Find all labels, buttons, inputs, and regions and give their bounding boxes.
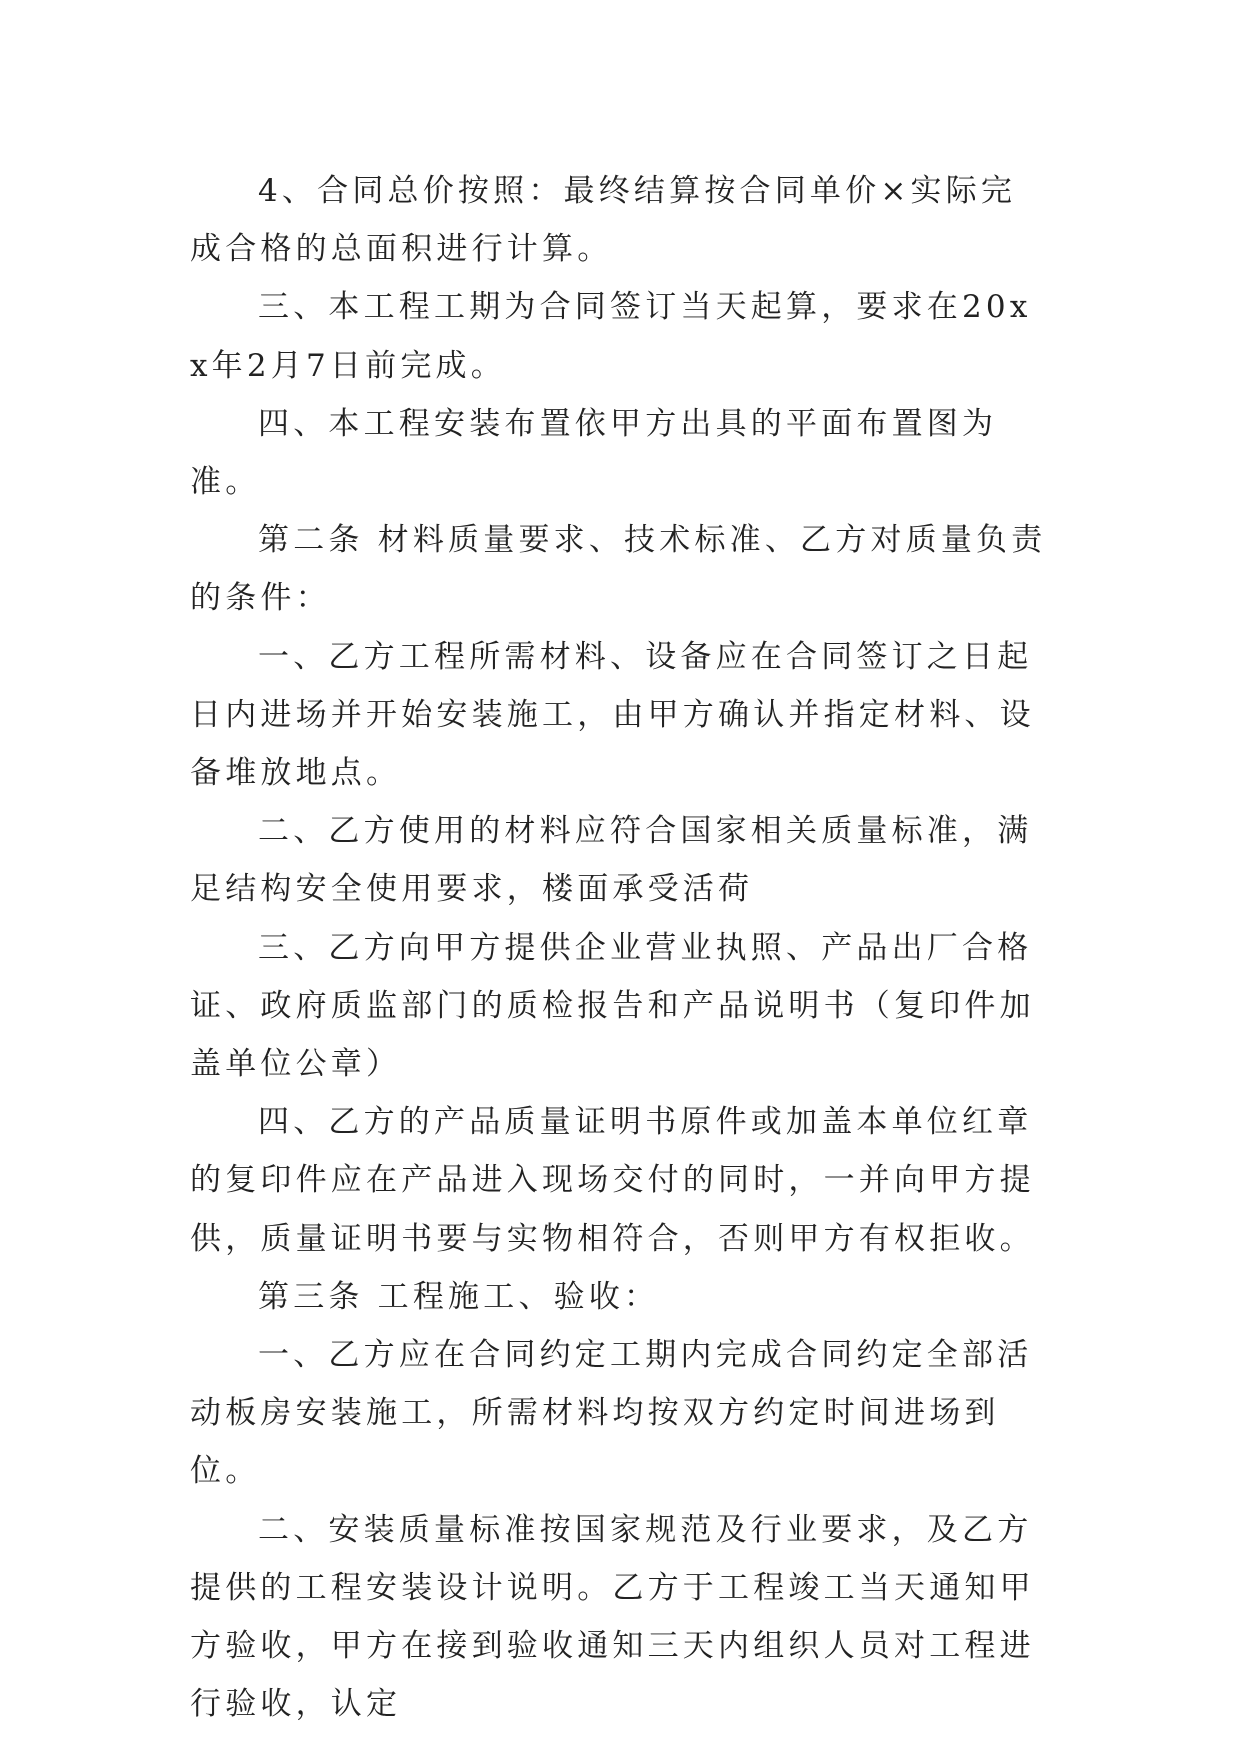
paragraph-contract-total-price: 4、合同总价按照：最终结算按合同单价×实际完成合格的总面积进行计算。 xyxy=(190,173,1017,268)
paragraph-materials-entry: 一、乙方工程所需材料、设备应在合同签订之日起日内进场并开始安装施工，由甲方确认并指定材料、设备堆放地点。 xyxy=(190,638,1035,792)
paragraph-certificates: 三、乙方向甲方提供企业营业执照、产品出厂合格证、政府质监部门的质检报告和产品说明书（复印件加盖单位公章） xyxy=(190,929,1035,1083)
paragraph-acceptance-standards: 二、安装质量标准按国家规范及行业要求，及乙方提供的工程安装设计说明。乙方于工程竣工当天通知甲方验收，甲方在接到验收通知三天内组织人员对工程进行验收，认定 xyxy=(190,1511,1035,1723)
paragraph-installation-deadline: 一、乙方应在合同约定工期内完成合同约定全部活动板房安装施工，所需材料均按双方约定时间进场到位。 xyxy=(190,1337,1033,1490)
paragraph-layout-plan: 四、本工程安装布置依甲方出具的平面布置图为准。 xyxy=(190,405,998,501)
document-body xyxy=(190,162,1050,1733)
paragraph-quality-certificate: 四、乙方的产品质量证明书原件或加盖本单位红章的复印件应在产品进入现场交付的同时，一并向甲方提供，质量证明书要与实物相符合，否则甲方有权拒收。 xyxy=(190,1104,1035,1257)
paragraph-construction-period: 三、本工程工期为合同签订当天起算，要求在20xx年2月7日前完成。 xyxy=(190,289,1032,384)
article-3-heading: 第三条 工程施工、验收： xyxy=(258,1278,660,1315)
paragraph-material-standards: 二、乙方使用的材料应符合国家相关质量标准，满足结构安全使用要求，楼面承受活荷 xyxy=(190,813,1033,908)
article-2-heading: 第二条 材料质量要求、技术标准、乙方对质量负责的条件： xyxy=(190,522,1047,617)
